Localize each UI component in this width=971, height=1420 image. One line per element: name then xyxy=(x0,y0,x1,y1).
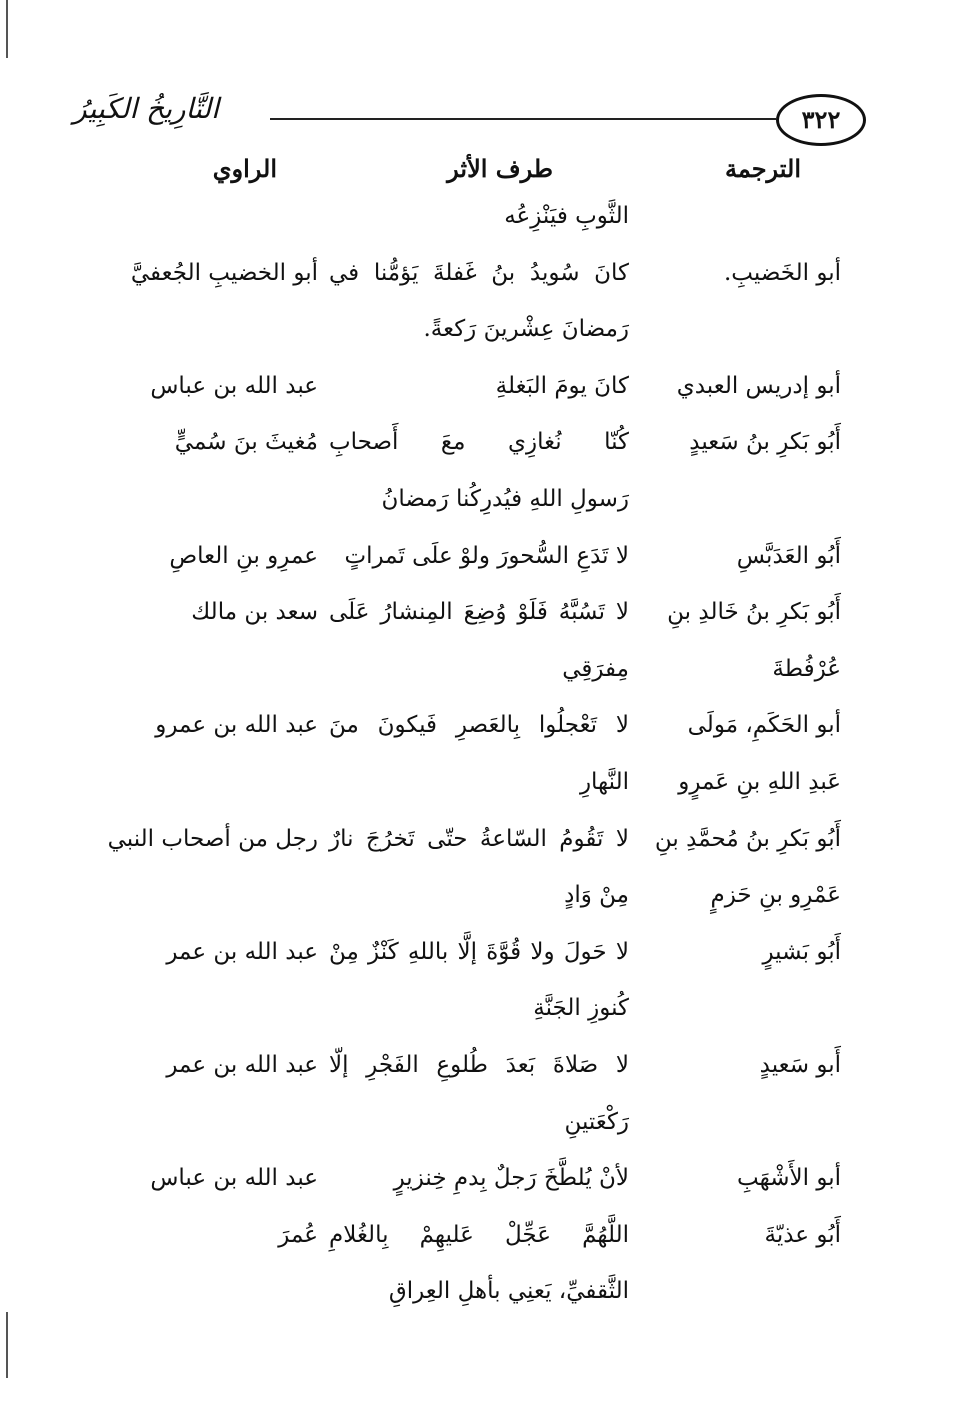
entry-taraf-line: الثَّقفيِّ، يَعنِي بأهلِ العِراقِ xyxy=(388,1278,629,1305)
entry-rawi-line: عبد الله بن عمرو xyxy=(155,712,318,739)
entry-taraf-line: الثَّوبِ فيَنْزِعُه xyxy=(504,203,629,229)
entry-tarjama-line: عَبدِ اللهِ بنِ عَمرٍو xyxy=(678,769,841,795)
column-heading-tarjama: الترجمة xyxy=(724,154,801,183)
entry-tarjama-line: أَبُو بَكرِ بنُ مُحمَّدِ بنِ xyxy=(654,825,841,852)
entry-taraf-line: النَّهارِ xyxy=(579,769,629,795)
entry-taraf-line: رَسولِ اللهِ فيُدرِكُنا رَمضانُ xyxy=(381,486,629,512)
entry-tarjama-line: أبو الحَكَمِ، مَولَى xyxy=(687,712,841,739)
entry-taraf-line: مِنْ وَادٍ xyxy=(564,882,629,909)
entry-rawi-line: أبو الخضيبِ الجُعفيَّ xyxy=(130,259,318,286)
entry-tarjama-line: أَبو سَعيدٍ xyxy=(759,1052,841,1078)
entry-tarjama-line: أَبُو عذيّةَ xyxy=(764,1221,841,1248)
entry-taraf-line: لا صَلاةَ بَعدَ طُلوعِ الفَجْرِ إلّا xyxy=(329,1052,629,1078)
entry-taraf-line: رَمضانَ عِشْرينَ رَكعةً. xyxy=(423,316,629,343)
scan-edge-mark xyxy=(6,1312,8,1378)
entry-taraf-line: لأنْ يُلطَّخَ رَجلٌ بِدمِ خِنزيرٍ xyxy=(393,1165,629,1192)
entry-taraf-line: لا حَولَ ولا قُوَّةَ إلَّا باللهِ كَنْزٌ مِنْ xyxy=(329,938,629,965)
header-rule xyxy=(270,118,776,120)
entry-tarjama-line: أَبُو بَكرِ بنُ سَعيدٍ xyxy=(689,429,841,456)
entry-rawi-line: مُغيثَ بنَ سُميٍّ xyxy=(174,429,318,456)
entry-taraf-line: اللَّهُمَّ عَجِّلْ عَليهِمْ بِالغُلامِ xyxy=(329,1221,629,1248)
page-header xyxy=(73,86,866,150)
entry-taraf-line: لا تَقُومُ السّاعةُ حتّى تَخرُجَ نارٌ xyxy=(329,825,629,852)
scan-edge-mark xyxy=(6,0,8,58)
entry-rawi-line: عبد الله بن عمر xyxy=(166,938,318,965)
running-title: التَّارِيخُ الكَبِيرُ xyxy=(73,92,219,125)
entry-tarjama-line: عَمْرِو بنِ حَزمٍ xyxy=(710,882,841,909)
entry-tarjama-line: أَبُو بَكرِ بنُ خَالدِ بنِ xyxy=(667,599,841,626)
entry-taraf-line: مِفرَقِي xyxy=(562,655,629,682)
entry-rawi-line: عبد الله بن عمر xyxy=(166,1052,318,1078)
column-heading-taraf: طرف الأثر xyxy=(447,154,553,183)
entry-taraf-line: كانَ يومَ البَغلةِ xyxy=(495,372,629,399)
entry-tarjama-line: أبو إدريس العبدي xyxy=(676,372,841,399)
entry-tarjama-line: عُرْفُطةَ xyxy=(772,655,841,682)
entry-taraf-line: لا تَدَعِ السُّحورَ ولوْ علَى تَمراتٍ xyxy=(344,542,629,569)
entry-tarjama-line: أبو الخَضيبِ. xyxy=(723,259,841,286)
entry-taraf-line: رَكْعَتينِ xyxy=(564,1108,629,1135)
entry-tarjama-line: أَبُو بَشيرٍ xyxy=(762,938,841,965)
column-heading-rawi: الراوي xyxy=(212,154,277,183)
page-number: ٣٢٢ xyxy=(776,94,866,146)
entry-rawi-line: سعد بن مالك xyxy=(191,599,318,626)
entry-rawi-line: عبد الله بن عباس xyxy=(150,372,318,399)
entry-taraf-line: كانَ سُويدُ بنُ غَفلةَ يَؤمُّنا في xyxy=(329,259,629,286)
entry-taraf-line: كُنّا نُغازِي معَ أَصحابِ xyxy=(329,429,629,456)
entry-rawi-line: عمرِو بنِ العاصِ xyxy=(169,542,318,569)
entry-rawi-line: رجل من أصحاب النبي xyxy=(107,825,318,852)
entry-taraf-line: لا تَعْجلُوا بِالعَصرِ فَيكونَ منَ xyxy=(329,712,629,739)
entry-rawi-line: عُمرَ xyxy=(278,1221,318,1248)
entry-tarjama-line: أبو الأَشْهَبِ xyxy=(737,1165,841,1192)
entry-taraf-line: كُنوزِ الجَنَّةِ xyxy=(533,995,629,1022)
entry-taraf-line: لا تَسُبَّهُ فَلَوْ وُضِعَ المِنشارُ عَلَى xyxy=(329,599,629,626)
entry-rawi-line: عبد الله بن عباس xyxy=(150,1165,318,1192)
entry-tarjama-line: أَبُو العَدَبَّسِ xyxy=(736,542,841,569)
